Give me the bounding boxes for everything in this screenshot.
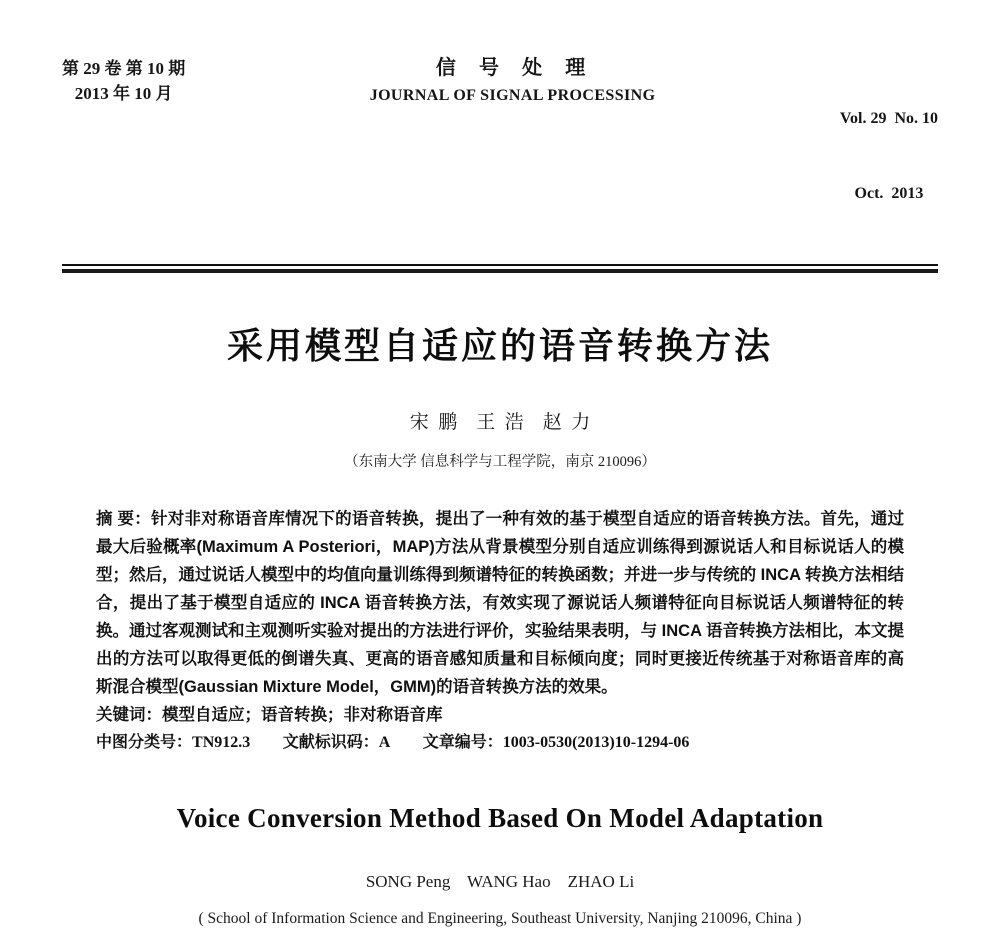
- keywords-line: [96, 701, 904, 729]
- authors-en: SONG Peng WANG Hao ZHAO Li: [365, 872, 635, 891]
- classification-line: [96, 729, 904, 757]
- header-left: [62, 56, 185, 106]
- front-matter-block: [96, 505, 904, 757]
- keywords-text: 模型自适应；语音转换；非对称语音库: [162, 706, 443, 724]
- publication-date-cn: 2013 年 10 月: [74, 84, 173, 103]
- article-title-en: Voice Conversion Method Based On Model Adaptation: [176, 803, 824, 833]
- article-id-label: 文章编号：: [422, 734, 503, 751]
- clc-value: TN912.3: [192, 734, 251, 751]
- header-right: [840, 56, 938, 256]
- clc-label: 中图分类号：: [96, 734, 193, 751]
- publication-date-en: Oct. 2013: [854, 185, 924, 202]
- header-center: [370, 56, 656, 106]
- abstract-paragraph: [96, 505, 904, 701]
- keywords-label: 关键词：: [96, 706, 162, 724]
- doc-code-label: 文献标识码：: [282, 734, 379, 751]
- article-title-cn: 采用模型自适应的语音转换方法: [226, 325, 773, 366]
- volume-issue-en: Vol. 29 No. 10: [839, 110, 938, 127]
- header-divider-rule: [62, 264, 938, 273]
- journal-name-cn: 信 号 处 理: [435, 57, 590, 79]
- article-id-value: 1003-0530(2013)10-1294-06: [502, 734, 690, 751]
- affiliation-en: ( School of Information Science and Engineering, Southeast University, Nanjing 210096, China ): [198, 910, 802, 927]
- divider-thick-line: [62, 269, 938, 273]
- affiliation-cn: （东南大学 信息科学与工程学院，南京 210096）: [344, 454, 656, 470]
- journal-name-en: JOURNAL OF SIGNAL PROCESSING: [369, 87, 656, 104]
- journal-header: [62, 56, 938, 256]
- doc-code-value: A: [378, 734, 391, 751]
- authors-cn: 宋 鹏 王 浩 赵 力: [409, 412, 591, 433]
- abstract-text: 针对非对称语音库情况下的语音转换，提出了一种有效的基于模型自适应的语音转换方法。首先，通过最大后验概率(Maximum A Posteriori，MAP)方法从背景模型分别自适应训练得到源说话人和目标说话人的模型；然后，通过说话人模型中的均值向量训练得到频谱特征的转换函数；并进一步与传统的 INCA 转换方法相结合，提出了基于模型自适应的 INCA 语音转换方法，有效实现了源说话人频谱特征向目标说话人频谱特征的转换。通过客观测试和主观测听实验对提出的方法进行评价，实验结果表明，与 INCA 语音转换方法相比，本文提出的方法可以取得更低的倒谱失真、更高的语音感知质量和目标倾向度；同时更接近传统基于对称语音库的高斯混合模型(Gaussian Mixture Model，GMM)的语音转换方法的效果。: [96, 510, 905, 696]
- abstract-label: 摘 要：: [96, 510, 152, 528]
- volume-issue-cn: 第 29 卷 第 10 期: [62, 59, 186, 78]
